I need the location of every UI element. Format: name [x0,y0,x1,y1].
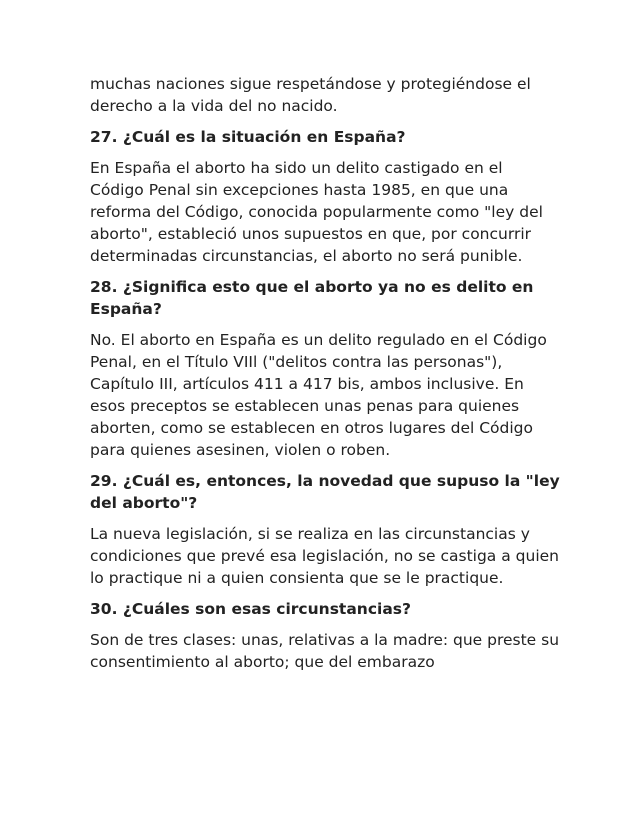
answer-29-paragraph: La nueva legislación, si se realiza en las circunstancias y condiciones que prevé esa legislación, no se castiga a quien lo practique ni a quien consienta que se le practique. [90,525,559,587]
answer-30-paragraph: Son de tres clases: unas, relativas a la madre: que preste su consentimiento al aborto; que del embarazo [90,631,560,671]
question-28-heading: 28. ¿Significa esto que el aborto ya no es delito en España? [90,278,534,318]
question-29-heading: 29. ¿Cuál es, entonces, la novedad que supuso la "ley del aborto"? [90,472,560,512]
document-page [90,73,560,682]
answer-28-paragraph: No. El aborto en España es un delito regulado en el Código Penal, en el Título VIIl ("delitos contra las personas"), Capítulo III, artículos 411 a 417 bis, ambos inclusive. En esos preceptos se establecen unas penas para quienes aborten, como se establecen en otros lugares del Código para quienes asesinen, violen o roben. [90,331,547,459]
question-27-heading: 27. ¿Cuál es la situación en España? [90,128,406,146]
answer-27-paragraph: En España el aborto ha sido un delito castigado en el Código Penal sin excepciones hasta 1985, en que una reforma del Código, conocida popularmente como "ley del aborto", estableció unos supuestos en que, por concurrir determinadas circunstancias, el aborto no será punible. [90,159,543,265]
intro-paragraph: muchas naciones sigue respetándose y protegiéndose el derecho a la vida del no nacido. [90,75,531,115]
question-30-heading: 30. ¿Cuáles son esas circunstancias? [90,600,411,618]
